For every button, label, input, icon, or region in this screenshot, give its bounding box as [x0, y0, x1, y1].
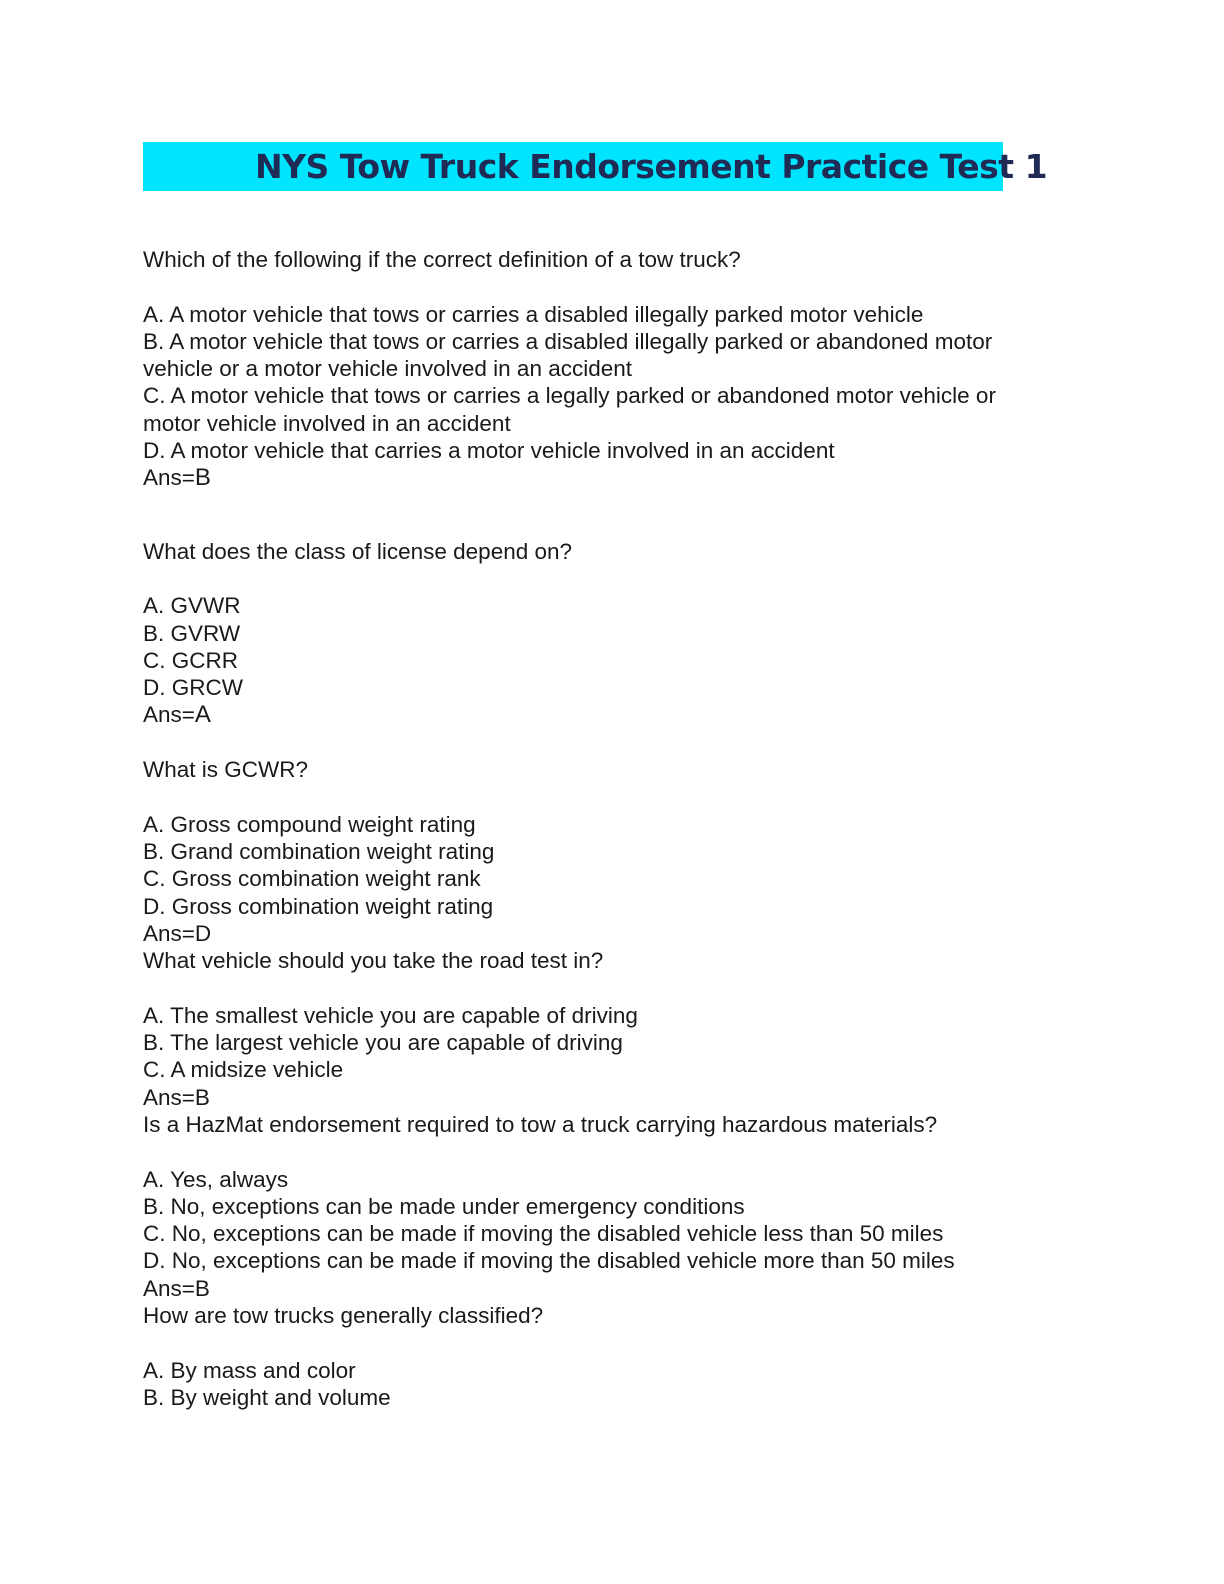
- answer-label: Ans=: [143, 1275, 195, 1301]
- answer-option: D. Gross combination weight rating: [143, 893, 494, 919]
- answer-option: D. GRCW: [143, 675, 243, 701]
- question-text: What vehicle should you take the road test in?: [143, 948, 604, 974]
- question-text: How are tow trucks generally classified?: [143, 1302, 544, 1328]
- answer-value: D: [194, 920, 212, 946]
- answer-option-continuation: motor vehicle involved in an accident: [143, 410, 511, 436]
- answer-option: C. A motor vehicle that tows or carries a legally parked or abandoned motor vehicle or: [143, 383, 996, 409]
- page-title: NYS Tow Truck Endorsement Practice Test 1: [255, 147, 1048, 186]
- answer-line: [143, 464, 1063, 491]
- answer-option: C. Gross combination weight rank: [143, 866, 481, 892]
- answer-option: B. The largest vehicle you are capable of driving: [143, 1030, 623, 1056]
- title-banner: [143, 142, 1048, 191]
- answer-label: Ans=: [143, 920, 195, 946]
- answer-option: C. No, exceptions can be made if moving the disabled vehicle less than 50 miles: [143, 1221, 944, 1247]
- answer-option-continuation: vehicle or a motor vehicle involved in an accident: [143, 356, 633, 382]
- answer-value: A: [194, 701, 211, 729]
- document-body: [143, 246, 1063, 1411]
- answer-value: B: [194, 1275, 210, 1301]
- answer-option: A. By mass and color: [143, 1357, 356, 1383]
- question-block: [143, 246, 1063, 492]
- question-block: [143, 1111, 1063, 1302]
- answer-value: B: [194, 464, 211, 492]
- answer-line: [143, 701, 1063, 728]
- answer-option: A. Gross compound weight rating: [143, 811, 476, 837]
- answer-option: B. Grand combination weight rating: [143, 838, 495, 864]
- answer-option: C. A midsize vehicle: [143, 1057, 344, 1083]
- answer-option: D. A motor vehicle that carries a motor vehicle involved in an accident: [143, 438, 835, 464]
- answer-label: Ans=: [143, 1084, 195, 1110]
- answer-label: Ans=: [143, 702, 195, 728]
- question-text: What is GCWR?: [143, 757, 309, 783]
- answer-option: B. GVRW: [143, 620, 241, 646]
- answer-option: A. Yes, always: [143, 1166, 289, 1192]
- answer-line: [143, 1275, 1063, 1302]
- answer-line: [143, 1084, 1063, 1111]
- question-text: Is a HazMat endorsement required to tow a truck carrying hazardous materials?: [143, 1111, 938, 1137]
- question-text: Which of the following if the correct definition of a tow truck?: [143, 247, 741, 272]
- question-text: What does the class of license depend on?: [143, 538, 573, 564]
- answer-option: D. No, exceptions can be made if moving the disabled vehicle more than 50 miles: [143, 1248, 955, 1274]
- question-block: [143, 1302, 1063, 1411]
- answer-option: C. GCRR: [143, 647, 238, 673]
- question-block: [143, 756, 1063, 947]
- question-block: [143, 538, 1063, 729]
- answer-option: B. A motor vehicle that tows or carries a disabled illegally parked or abandoned motor: [143, 328, 993, 354]
- answer-value: B: [194, 1084, 210, 1110]
- answer-option: A. The smallest vehicle you are capable of driving: [143, 1002, 638, 1028]
- answer-option: A. GVWR: [143, 593, 241, 619]
- answer-option: A. A motor vehicle that tows or carries a disabled illegally parked motor vehicle: [143, 301, 924, 327]
- answer-option: B. No, exceptions can be made under emergency conditions: [143, 1193, 745, 1219]
- answer-label: Ans=: [143, 465, 195, 491]
- answer-option: B. By weight and volume: [143, 1384, 391, 1410]
- answer-line: [143, 920, 1063, 947]
- question-block: [143, 947, 1063, 1111]
